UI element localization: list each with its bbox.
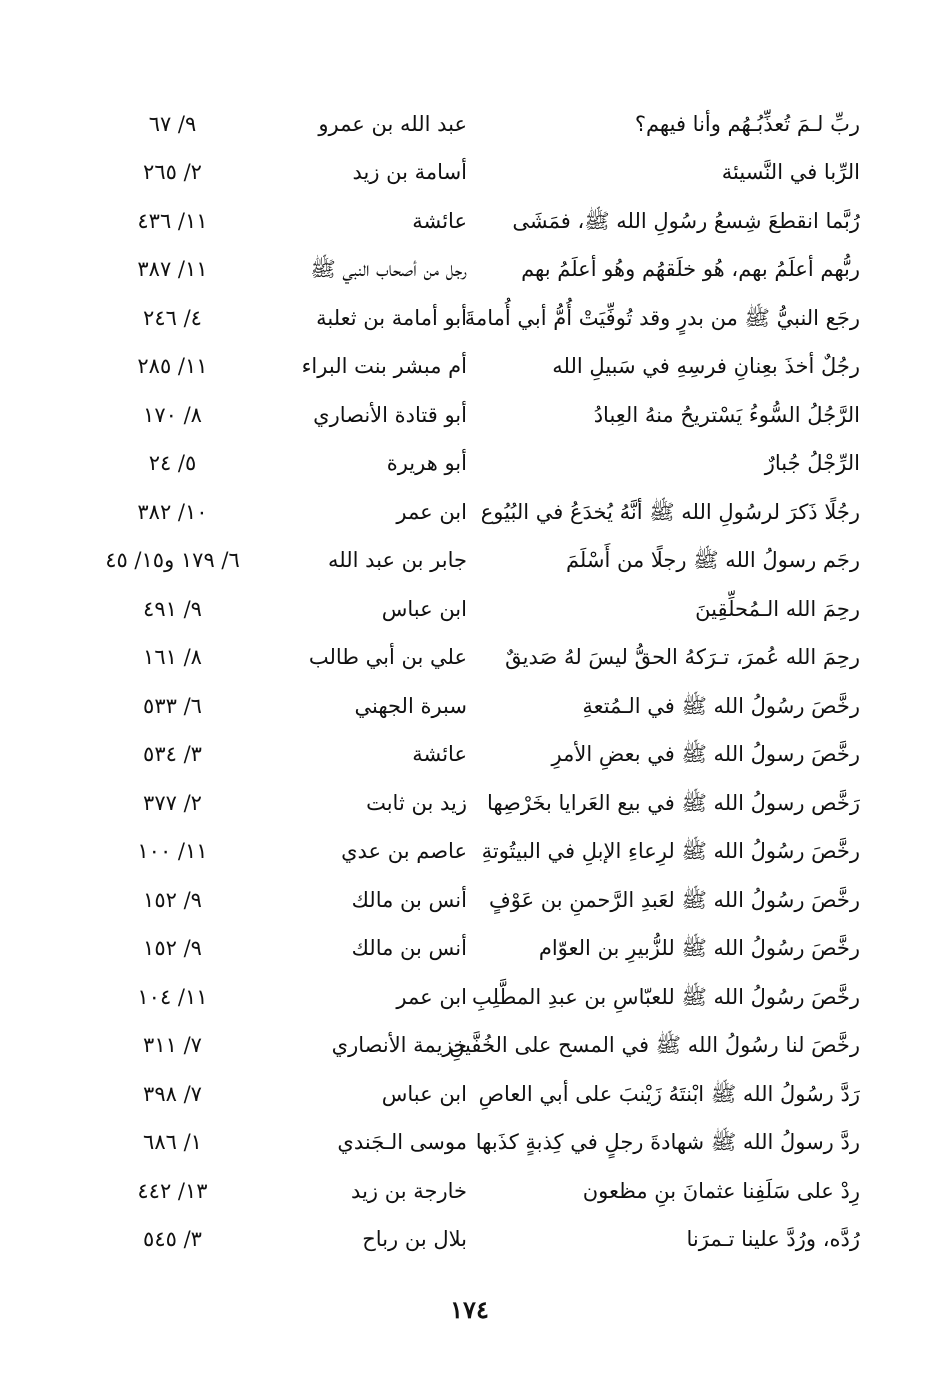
narrator-name: رجل من أصحاب النبي ﷺ bbox=[310, 257, 467, 282]
index-row bbox=[90, 488, 860, 537]
narrator-name: عائشة bbox=[412, 742, 467, 767]
index-row bbox=[90, 294, 860, 343]
index-row bbox=[90, 779, 860, 828]
hadith-text: رخَّصَ رسُولُ الله ﷺ لرِعاءِ الإبلِ في البيتُوتةِ bbox=[481, 839, 860, 864]
narrator-name: خزيمة الأنصاري bbox=[331, 1033, 467, 1058]
index-row bbox=[90, 1216, 860, 1265]
volume-page-reference: ٩/ ٤٩١ bbox=[143, 596, 202, 621]
narrator-name: علي بن أبي طالب bbox=[308, 645, 467, 670]
narrator-name: ابن عباس bbox=[381, 1081, 467, 1106]
hadith-text: ربُّهم أعلَمُ بهم، هُو خلَقهُم وهُو أعلَمُ بهم bbox=[521, 257, 860, 282]
index-row bbox=[90, 585, 860, 634]
hadith-text: رجُلًا ذَكرَ لرسُولِ الله ﷺ أنَّهُ يُخدَعُ في البُيُوع bbox=[480, 499, 860, 524]
volume-page-reference: ١/ ٦٨٦ bbox=[143, 1130, 202, 1155]
volume-page-reference: ١٣/ ٤٤٢ bbox=[137, 1178, 208, 1203]
index-row bbox=[90, 828, 860, 877]
index-row bbox=[90, 246, 860, 295]
narrator-name: ابن عمر bbox=[396, 499, 467, 524]
hadith-index-table bbox=[90, 100, 860, 1264]
hadith-text: رِدْ على سَلَفِنا عثمانَ بنِ مظعون bbox=[582, 1178, 860, 1203]
volume-page-reference: ٢/ ٢٦٥ bbox=[143, 160, 202, 185]
hadith-text: رجَم رسولُ الله ﷺ رجلًا من أَسْلَمَ bbox=[565, 548, 860, 573]
index-row bbox=[90, 1070, 860, 1119]
hadith-text: رحِمَ الله الـمُحلِّقِينَ bbox=[695, 596, 860, 621]
narrator-name: ابن عمر bbox=[396, 984, 467, 1009]
narrator-name: عائشة bbox=[412, 208, 467, 233]
volume-page-reference: ٤/ ٢٤٦ bbox=[143, 305, 202, 330]
narrator-name: سبرة الجهني bbox=[354, 693, 467, 718]
index-row bbox=[90, 537, 860, 586]
narrator-name: أسامة بن زيد bbox=[352, 160, 467, 185]
volume-page-reference: ٨/ ١٧٠ bbox=[143, 402, 202, 427]
hadith-text: رخَّصَ رسولُ الله ﷺ في بعضِ الأمرِ bbox=[551, 742, 860, 767]
volume-page-reference: ١٠/ ٣٨٢ bbox=[137, 499, 208, 524]
index-row bbox=[90, 391, 860, 440]
hadith-text: رَخَّص رسولُ الله ﷺ في بيع العَرايا بخَرْصِها bbox=[486, 790, 860, 815]
volume-page-reference: ١١/ ٢٨٥ bbox=[137, 354, 208, 379]
volume-page-reference: ٩/ ١٥٢ bbox=[143, 936, 202, 961]
index-row bbox=[90, 925, 860, 974]
narrator-name: جابر بن عبد الله bbox=[327, 548, 467, 573]
narrator-name: أبو قتادة الأنصاري bbox=[313, 402, 467, 427]
index-row bbox=[90, 973, 860, 1022]
narrator-name: زيد بن ثابت bbox=[366, 790, 467, 815]
index-row bbox=[90, 1119, 860, 1168]
hadith-text: رَدَّ رسُولُ الله ﷺ ابْنتَهُ زَيْنبَ على أبي العاصِ bbox=[478, 1081, 860, 1106]
hadith-text: رُدَّه، ورُدَّ علينا تـمرَنا bbox=[686, 1227, 860, 1252]
index-row bbox=[90, 197, 860, 246]
volume-page-reference: ٧/ ٣٩٨ bbox=[143, 1081, 202, 1106]
volume-page-reference: ١١/ ٤٣٦ bbox=[137, 208, 208, 233]
index-row bbox=[90, 1022, 860, 1071]
narrator-name: أم مبشر بنت البراء bbox=[301, 354, 467, 379]
hadith-text: رُبَّما انقطعَ شِسعُ رسُولِ الله ﷺ، فمَشَى bbox=[512, 208, 860, 233]
hadith-text: رجَع النبيُّ ﷺ من بدرٍ وقد تُوفِّيَتْ أُمُّ أبي أُمامةَ bbox=[464, 305, 860, 330]
hadith-text: رخَّصَ رسُولُ الله ﷺ للعبّاسِ بن عبدِ المطَّلِبِ bbox=[472, 984, 860, 1009]
narrator-name: عاصم بن عدي bbox=[341, 839, 467, 864]
index-row bbox=[90, 149, 860, 198]
volume-page-reference: ٣/ ٥٤٥ bbox=[143, 1227, 202, 1252]
narrator-name: ابن عباس bbox=[381, 596, 467, 621]
narrator-name: أبو هريرة bbox=[386, 451, 467, 476]
hadith-text: الرِّبا في النَّسيئة bbox=[721, 160, 860, 185]
volume-page-reference: ٦/ ٥٣٣ bbox=[143, 693, 202, 718]
index-row bbox=[90, 876, 860, 925]
volume-page-reference: ٩/ ١٥٢ bbox=[143, 887, 202, 912]
hadith-text: رجُلٌ أخذَ بعِنانِ فرسِهِ في سَبيلِ الله bbox=[552, 354, 860, 379]
index-row bbox=[90, 343, 860, 392]
volume-page-reference: ٣/ ٥٣٤ bbox=[143, 742, 202, 767]
hadith-text: الرِّجْلُ جُبارٌ bbox=[764, 451, 860, 476]
page-number: ١٧٤ bbox=[450, 1295, 489, 1324]
volume-page-reference: ١١/ ١٠٠ bbox=[137, 839, 208, 864]
narrator-name: خارجة بن زيد bbox=[351, 1178, 467, 1203]
narrator-name: عبد الله بن عمرو bbox=[318, 111, 467, 136]
volume-page-reference: ٨/ ١٦١ bbox=[143, 645, 202, 670]
narrator-name: أنس بن مالك bbox=[351, 936, 467, 961]
narrator-name: موسى الـجَندي bbox=[337, 1130, 467, 1155]
index-row bbox=[90, 682, 860, 731]
hadith-text: ردَّ رسولُ الله ﷺ شهادةَ رجلٍ في كِذبةٍ كذَبها bbox=[475, 1130, 860, 1155]
hadith-text: رخَّصَ لنا رسُولُ الله ﷺ في المسح على الخُفَّينِ bbox=[449, 1033, 860, 1058]
volume-page-reference: ٥/ ٢٤ bbox=[148, 451, 197, 476]
volume-page-reference: ١١/ ٣٨٧ bbox=[137, 257, 208, 282]
hadith-text: رخَّصَ رسُولُ الله ﷺ لعَبدِ الرَّحمنِ بن عَوْفٍ bbox=[488, 887, 860, 912]
hadith-text: ربِّ لـمَ تُعذِّبُـهُم وأنا فيهم؟ bbox=[634, 111, 860, 136]
volume-page-reference: ٦/ ١٧٩ و١٥/ ٤٥ bbox=[105, 548, 240, 573]
narrator-name: بلال بن رباح bbox=[362, 1227, 467, 1252]
index-row bbox=[90, 731, 860, 780]
volume-page-reference: ١١/ ١٠٤ bbox=[137, 984, 208, 1009]
hadith-text: رخَّصَ رسُولُ الله ﷺ للزُّبيرِ بن العوّام bbox=[538, 936, 860, 961]
volume-page-reference: ٩/ ٦٧ bbox=[148, 111, 197, 136]
narrator-name: أبو أمامة بن ثعلبة bbox=[316, 305, 467, 330]
index-row bbox=[90, 100, 860, 149]
narrator-name: أنس بن مالك bbox=[351, 887, 467, 912]
hadith-text: رحِمَ الله عُمرَ، تـرَكهُ الحقُّ ليسَ لهُ صَديقٌ bbox=[505, 645, 860, 670]
hadith-text: الرَّجُلُ السُّوءُ يَسْتريحُ منهُ العِبادُ bbox=[593, 402, 860, 427]
volume-page-reference: ٧/ ٣١١ bbox=[143, 1033, 202, 1058]
index-row bbox=[90, 440, 860, 489]
index-row bbox=[90, 634, 860, 683]
hadith-text: رخَّصَ رسُولُ الله ﷺ في الـمُتعةِ bbox=[582, 693, 860, 718]
index-row bbox=[90, 1167, 860, 1216]
volume-page-reference: ٢/ ٣٧٧ bbox=[143, 790, 202, 815]
